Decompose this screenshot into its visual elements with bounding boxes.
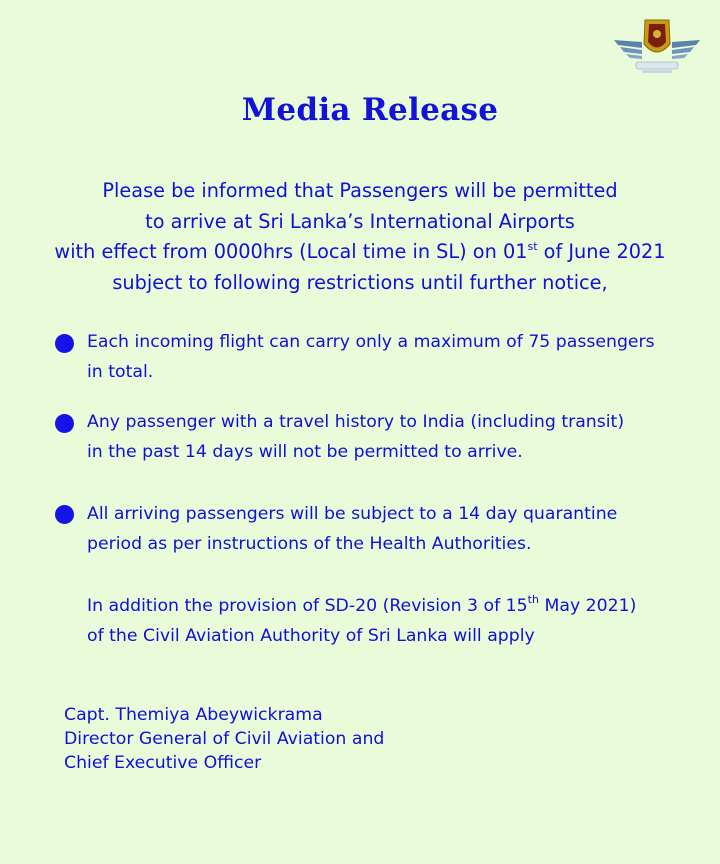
provision-line: of the Civil Aviation Authority of Sri Lanka will apply <box>87 626 535 646</box>
bullet-text: in total. <box>87 362 154 382</box>
ordinal-suffix: th <box>527 593 539 606</box>
intro-line: to arrive at Sri Lanka’s International Airports <box>145 209 575 233</box>
additional-provision-paragraph <box>87 591 636 651</box>
bullet-text: period as per instructions of the Health Authorities. <box>87 534 532 554</box>
intro-line: subject to following restrictions until further notice, <box>112 270 608 294</box>
bullet-text: All arriving passengers will be subject to a 14 day quarantine <box>87 504 618 524</box>
page-title: Media Release <box>241 92 499 128</box>
intro-line: Please be informed that Passengers will be permitted <box>102 179 618 202</box>
signatory-title: Director General of Civil Aviation and <box>64 729 385 749</box>
ordinal-suffix: st <box>527 240 538 253</box>
bullet-icon <box>55 334 74 353</box>
signatory-name: Capt. Themiya Abeywickrama <box>64 705 323 725</box>
bullet-icon <box>55 505 74 524</box>
bullet-text: in the past 14 days will not be permitted to arrive. <box>87 442 523 462</box>
bullet-text: Any passenger with a travel history to India (including transit) <box>87 412 625 432</box>
provision-line: In addition the provision of SD-20 (Revision 3 of 15th May 2021) <box>87 593 637 616</box>
bullet-text: Each incoming flight can carry only a maximum of 75 passengers <box>87 332 655 352</box>
caasl-emblem-icon <box>612 14 702 76</box>
intro-paragraph <box>0 176 720 298</box>
bullet-icon <box>55 414 74 433</box>
signatory-title: Chief Executive Officer <box>64 753 262 773</box>
signature-block <box>64 703 384 775</box>
intro-line: with effect from 0000hrs (Local time in SL) on 01st of June 2021 <box>54 240 666 263</box>
